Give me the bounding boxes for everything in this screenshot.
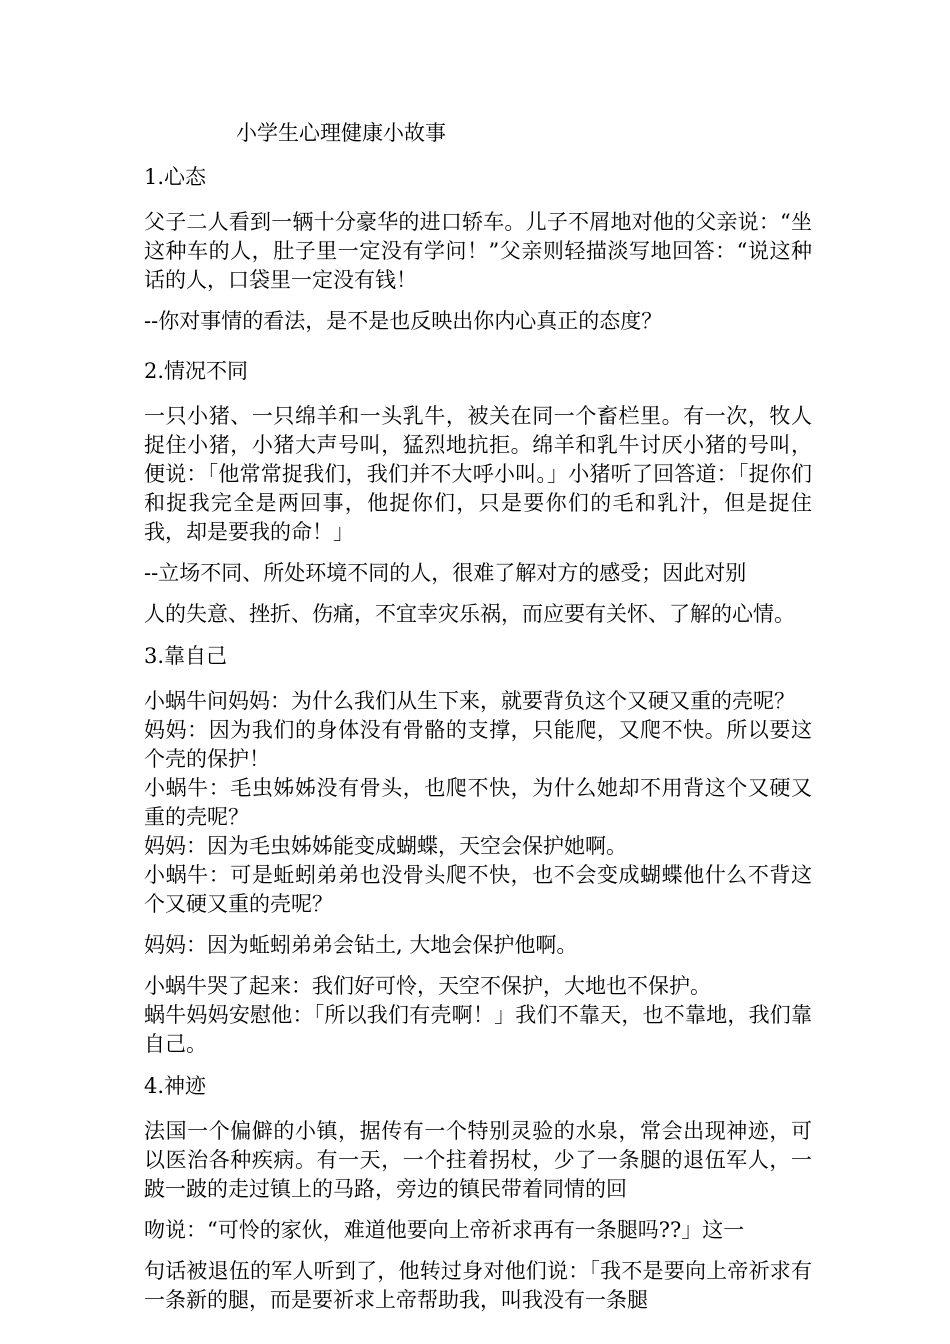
dialogue-line: 妈妈：因为我们的身体没有骨骼的支撑，只能爬，又爬不快。所以要这个壳的保护！ — [144, 718, 812, 771]
dialogue-line: 小蜗牛：可是蚯蚓弟弟也没骨头爬不快，也不会变成蝴蝶他什么不背这个又硬又重的壳呢？ — [144, 863, 812, 916]
section-heading: 4.神迹 — [144, 1074, 207, 1098]
section-3 — [144, 641, 812, 1059]
section-4 — [144, 1071, 812, 1315]
paragraph: 人的失意、挫折、伤痛，不宜幸灾乐祸，而应要有关怀、了解的心情。 — [144, 602, 795, 626]
dialogue-line: 妈妈：因为毛虫姊姊能变成蝴蝶，天空会保护她啊。 — [144, 834, 627, 858]
closing-line: 蜗牛妈妈安慰他：「所以我们有壳啊！」我们不靠天，也不靠地，我们靠自己。 — [144, 1003, 812, 1056]
paragraph: 妈妈：因为蚯蚓弟弟会钻土, 大地会保护他啊。 — [144, 933, 578, 957]
paragraph: 一只小猪、一只绵羊和一头乳牛，被关在同一个畜栏里。有一次，牧人捉住小猪，小猪大声号叫，猛烈地抗拒。绵羊和乳牛讨厌小猪的号叫，便说：「他常常捉我们，我们并不大呼小叫。」小猪听了回答道：「捉你们和捉我完全是两回事，他捉你们，只是要你们的毛和乳汁，但是捉住我，却是要我的命！」 — [144, 404, 812, 544]
section-heading: 2.情况不同 — [144, 359, 249, 383]
document-title: 小学生心理健康小故事 — [236, 121, 446, 145]
closing-line: 小蜗牛哭了起来：我们好可怜，天空不保护，大地也不保护。 — [144, 974, 711, 998]
paragraph: --立场不同、所处环境不同的人，很难了解对方的感受；因此对别 — [144, 561, 747, 585]
paragraph: 父子二人看到一辆十分豪华的进口轿车。儿子不屑地对他的父亲说：“坐这种车的人，肚子里一定没有学问！”父亲则轻描淡写地回答：“说这种话的人，口袋里一定没有钱！ — [144, 210, 812, 292]
section-1 — [144, 162, 812, 336]
paragraph: 句话被退伍的军人听到了，他转过身对他们说：「我不是要向上帝祈求有一条新的腿，而是要祈求上帝帮助我，叫我没有一条腿 — [144, 1259, 812, 1312]
section-heading: 1.心态 — [144, 165, 207, 189]
section-2 — [144, 356, 812, 629]
paragraph: 吻说：“可怜的家伙，难道他要向上帝祈求再有一条腿吗??」这一 — [144, 1218, 745, 1242]
dialogue-line: 小蜗牛问妈妈：为什么我们从生下来，就要背负这个又硬又重的壳呢？ — [144, 689, 795, 713]
dialogue-line: 小蜗牛：毛虫姊姊没有骨头，也爬不快，为什么她却不用背这个又硬又重的壳呢？ — [144, 776, 812, 829]
paragraph: --你对事情的看法，是不是也反映出你内心真正的态度？ — [144, 309, 663, 333]
paragraph: 法国一个偏僻的小镇，据传有一个特别灵验的水泉，常会出现神迹，可以医治各种疾病。有一天，一个拄着拐杖，少了一条腿的退伍军人，一跛一跛的走过镇上的马路，旁边的镇民带着同情的回 — [144, 1119, 812, 1201]
section-heading: 3.靠自己 — [144, 644, 228, 668]
